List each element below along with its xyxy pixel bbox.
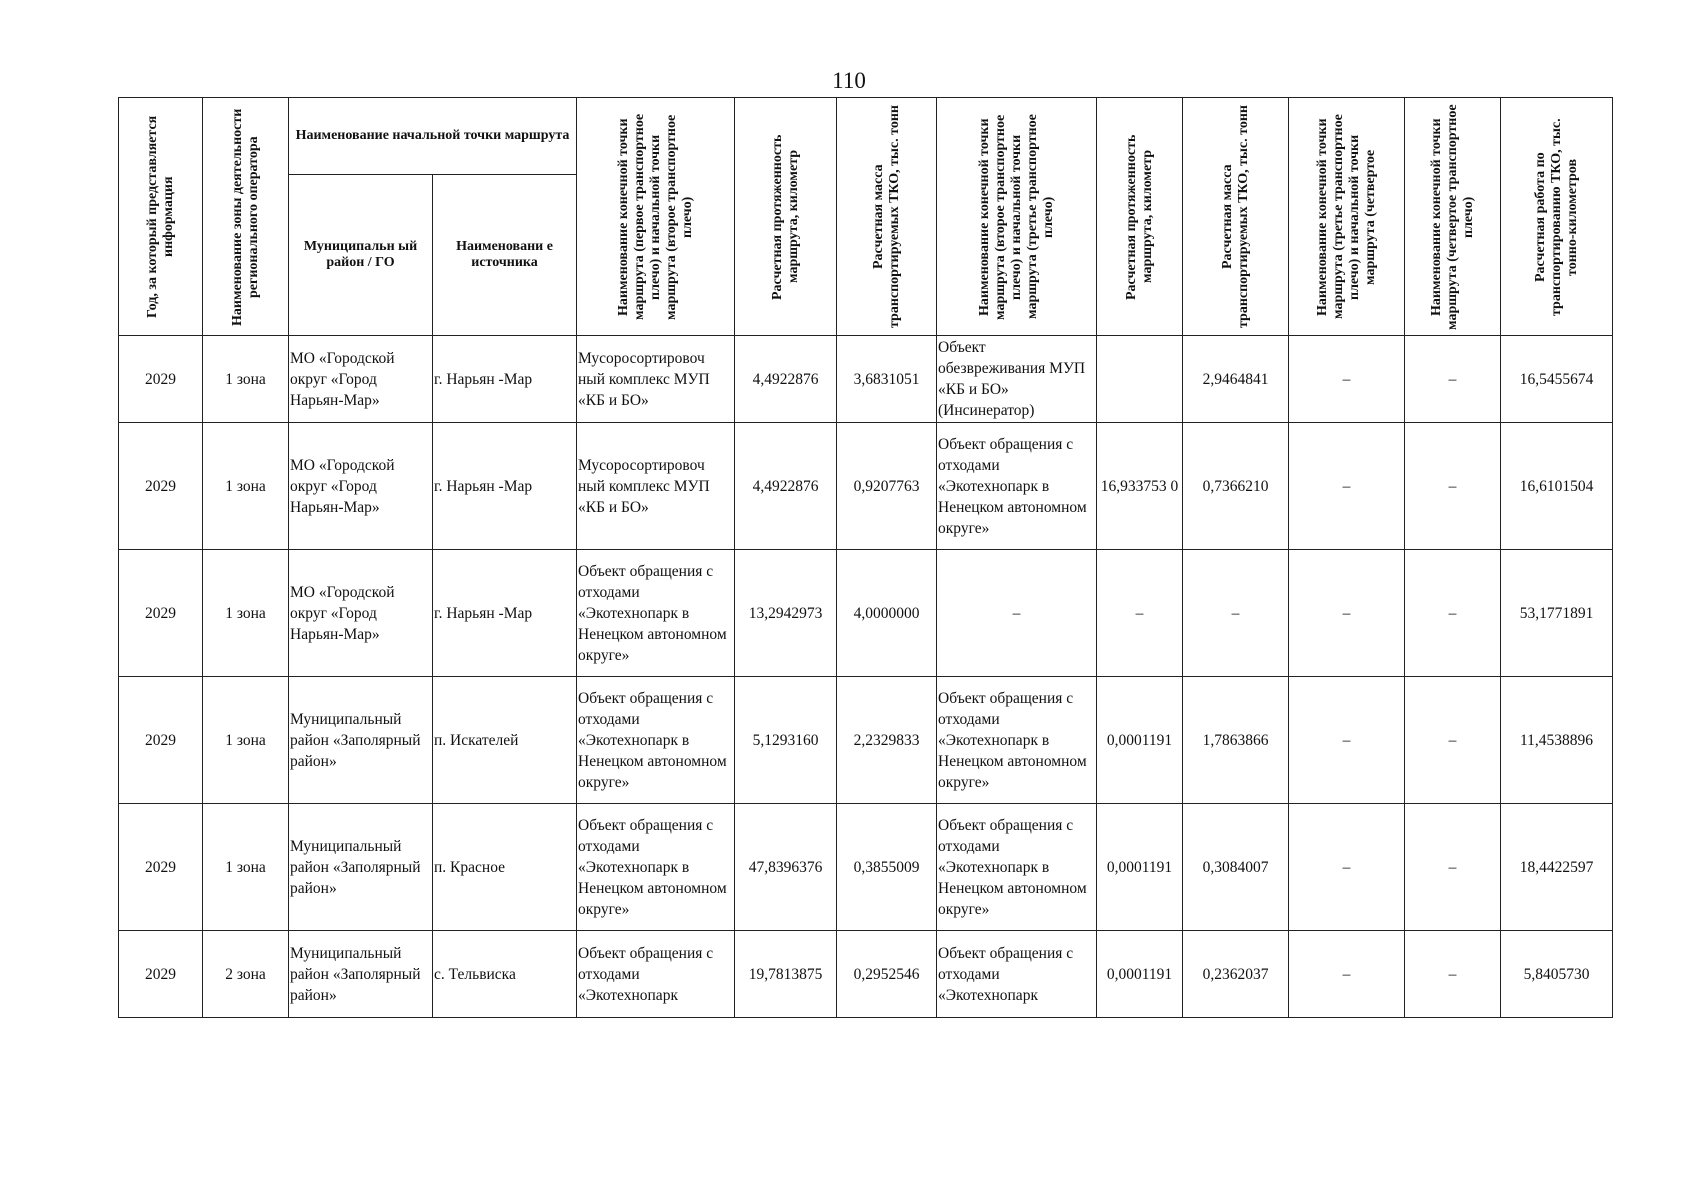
cell-end-point-1: Объект обращения с отходами «Экотехнопарк в Ненецком автономном округе» [577, 804, 735, 931]
header-municipality: Муниципальн ый район / ГО [289, 175, 433, 336]
cell-length-1: 5,1293160 [735, 677, 837, 804]
header-length-2: Расчетная протяженность маршрута, километр [1097, 98, 1183, 336]
cell-municipality: МО «Городской округ «Город Нарьян-Мар» [289, 423, 433, 550]
cell-end-point-3: – [1289, 423, 1405, 550]
table-row [119, 336, 1613, 423]
cell-length-2: – [1097, 550, 1183, 677]
cell-end-point-3: – [1289, 336, 1405, 423]
cell-municipality: МО «Городской округ «Город Нарьян-Мар» [289, 336, 433, 423]
cell-transport-work: 18,4422597 [1501, 804, 1613, 931]
cell-municipality: МО «Городской округ «Город Нарьян-Мар» [289, 550, 433, 677]
cell-mass-2: – [1183, 550, 1289, 677]
cell-source: с. Тельвиска [433, 931, 577, 1018]
cell-source: п. Искателей [433, 677, 577, 804]
cell-transport-work: 16,5455674 [1501, 336, 1613, 423]
cell-end-point-4: – [1405, 336, 1501, 423]
cell-year: 2029 [119, 804, 203, 931]
cell-length-1: 13,2942973 [735, 550, 837, 677]
cell-zone: 1 зона [203, 804, 289, 931]
header-length-1: Расчетная протяженность маршрута, километр [735, 98, 837, 336]
cell-length-1: 4,4922876 [735, 336, 837, 423]
cell-source: п. Красное [433, 804, 577, 931]
cell-year: 2029 [119, 677, 203, 804]
cell-length-1: 19,7813875 [735, 931, 837, 1018]
cell-mass-1: 2,2329833 [837, 677, 937, 804]
cell-end-point-3: – [1289, 550, 1405, 677]
table-row [119, 677, 1613, 804]
cell-year: 2029 [119, 931, 203, 1018]
table-row [119, 423, 1613, 550]
cell-mass-2: 0,3084007 [1183, 804, 1289, 931]
cell-end-point-2: Объект обезвреживания МУП «КБ и БО» (Инсинератор) [937, 336, 1097, 423]
cell-zone: 1 зона [203, 423, 289, 550]
cell-zone: 1 зона [203, 336, 289, 423]
routes-table [118, 97, 1613, 1018]
cell-transport-work: 16,6101504 [1501, 423, 1613, 550]
cell-transport-work: 5,8405730 [1501, 931, 1613, 1018]
cell-source: г. Нарьян -Мар [433, 423, 577, 550]
cell-mass-1: 4,0000000 [837, 550, 937, 677]
cell-length-2: 16,933753 0 [1097, 423, 1183, 550]
header-mass-2: Расчетная масса транспортируемых ТКО, тыс. тонн [1183, 98, 1289, 336]
cell-end-point-1: Объект обращения с отходами «Экотехнопарк в Ненецком автономном округе» [577, 677, 735, 804]
header-zone: Наименование зоны деятельности регионального оператора [203, 98, 289, 336]
header-transport-work: Расчетная работа по транспортированию ТКО, тыс. тонно-километров [1501, 98, 1613, 336]
cell-end-point-4: – [1405, 677, 1501, 804]
header-mass-1: Расчетная масса транспортируемых ТКО, тыс. тонн [837, 98, 937, 336]
header-year: Год, за который представляется информация [119, 98, 203, 336]
cell-end-point-2: Объект обращения с отходами «Экотехнопарк [937, 931, 1097, 1018]
header-end-point-1: Наименование конечной точки маршрута (первое транспортное плечо) и начальной точки маршрута (второе транспортное плечо) [577, 98, 735, 336]
cell-length-2: 0,0001191 [1097, 804, 1183, 931]
cell-mass-2: 0,7366210 [1183, 423, 1289, 550]
cell-mass-2: 1,7863866 [1183, 677, 1289, 804]
cell-length-2: 0,0001191 [1097, 677, 1183, 804]
cell-municipality: Муниципальный район «Заполярный район» [289, 804, 433, 931]
cell-end-point-3: – [1289, 931, 1405, 1018]
cell-zone: 1 зона [203, 677, 289, 804]
table-row [119, 931, 1613, 1018]
table-row [119, 804, 1613, 931]
cell-end-point-1: Объект обращения с отходами «Экотехнопарк в Ненецком автономном округе» [577, 550, 735, 677]
cell-end-point-4: – [1405, 804, 1501, 931]
cell-year: 2029 [119, 336, 203, 423]
cell-end-point-2: Объект обращения с отходами «Экотехнопарк в Ненецком автономном округе» [937, 423, 1097, 550]
cell-end-point-2: – [937, 550, 1097, 677]
cell-end-point-2: Объект обращения с отходами «Экотехнопарк в Ненецком автономном округе» [937, 677, 1097, 804]
cell-source: г. Нарьян -Мар [433, 550, 577, 677]
cell-source: г. Нарьян -Мар [433, 336, 577, 423]
cell-municipality: Муниципальный район «Заполярный район» [289, 931, 433, 1018]
cell-end-point-4: – [1405, 931, 1501, 1018]
cell-length-2: 0,0001191 [1097, 931, 1183, 1018]
cell-mass-2: 2,9464841 [1183, 336, 1289, 423]
cell-transport-work: 53,1771891 [1501, 550, 1613, 677]
header-start-point: Наименование начальной точки маршрута [289, 98, 577, 175]
header-source: Наименовани е источника [433, 175, 577, 336]
header-end-point-3: Наименование конечной точки маршрута (третье транспортное плечо) и начальной точки маршрута (четвертое [1289, 98, 1405, 336]
header-end-point-2: Наименование конечной точки маршрута (второе транспортное плечо) и начальной точки маршрута (третье транспортное плечо) [937, 98, 1097, 336]
cell-year: 2029 [119, 423, 203, 550]
table-row [119, 550, 1613, 677]
cell-mass-2: 0,2362037 [1183, 931, 1289, 1018]
cell-zone: 2 зона [203, 931, 289, 1018]
header-end-point-4: Наименование конечной точки маршрута (четвертое транспортное плечо) [1405, 98, 1501, 336]
cell-mass-1: 0,9207763 [837, 423, 937, 550]
cell-end-point-1: Мусоросортировоч ный комплекс МУП «КБ и БО» [577, 423, 735, 550]
cell-length-1: 4,4922876 [735, 423, 837, 550]
cell-end-point-1: Объект обращения с отходами «Экотехнопарк [577, 931, 735, 1018]
cell-end-point-1: Мусоросортировоч ный комплекс МУП «КБ и БО» [577, 336, 735, 423]
cell-mass-1: 3,6831051 [837, 336, 937, 423]
cell-end-point-4: – [1405, 550, 1501, 677]
cell-municipality: Муниципальный район «Заполярный район» [289, 677, 433, 804]
cell-end-point-3: – [1289, 804, 1405, 931]
cell-zone: 1 зона [203, 550, 289, 677]
cell-mass-1: 0,2952546 [837, 931, 937, 1018]
cell-length-1: 47,8396376 [735, 804, 837, 931]
cell-end-point-2: Объект обращения с отходами «Экотехнопарк в Ненецком автономном округе» [937, 804, 1097, 931]
cell-year: 2029 [119, 550, 203, 677]
cell-mass-1: 0,3855009 [837, 804, 937, 931]
cell-end-point-3: – [1289, 677, 1405, 804]
cell-end-point-4: – [1405, 423, 1501, 550]
page-number: 110 [832, 68, 866, 93]
cell-length-2 [1097, 336, 1183, 423]
cell-transport-work: 11,4538896 [1501, 677, 1613, 804]
